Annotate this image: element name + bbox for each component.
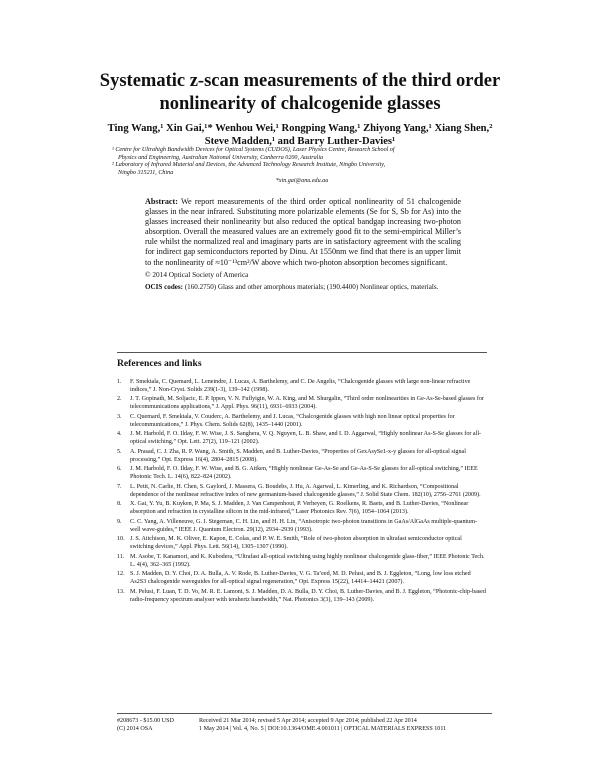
reference-number: 4. [117, 431, 122, 438]
corresponding-email[interactable]: *xin.gai@anu.edu.au [275, 177, 329, 184]
reference-number: 2. [117, 396, 122, 403]
reference-item [117, 484, 487, 500]
reference-text: S. J. Madden, D. Y. Choi, D. A. Bulla, A. V. Rode, B. Luther-Davies, V. G. Ta’eed, M. D. Pelusi, and B. J. Eggleton, “Long, low loss etched As2S3 chalcogenide waveguides for all-optical signal regeneration,” Opt. Express 15(22), 14414–14421 (2007). [130, 571, 471, 586]
footer-row [117, 717, 492, 725]
reference-text: C. Quemard, F. Smektala, V. Couderc, A. Barthelemy, and J. Lucas, “Chalcogenide glasses with high non linear optical properties for telecommunications,” J. Phys. Chem. Solids 62(8), 1435–1440 (2001). [130, 413, 455, 428]
footer-article-id: #208673 - $15.00 USD [117, 718, 174, 724]
reference-text: C. C. Yang, A. Villeneuve, G. I. Stegeman, C. H. Lin, and H. H. Lin, “Anisotropic two-photon transitions in GaAs/AlGaAs multiple-quantum-well wave-guides,” IEEE J. Quantum Electron. 29(12), 2934–2939 (1993). [130, 518, 477, 533]
abstract-block [145, 197, 461, 292]
reference-number: 3. [117, 413, 122, 420]
reference-number: 11. [117, 553, 125, 560]
reference-text: J. T. Gopinath, M. Soljacic, E. P. Ippen, V. N. Fuflyigin, W. A. King, and M. Shurgalin, “Third order nonlinearities in Ge-As-Se-based glasses for telecommunications applications,” J. Appl. Phys. 96(11), 6931–6933 (2004). [130, 396, 485, 411]
reference-item [117, 379, 487, 395]
affiliations [112, 147, 492, 186]
author-list: Ting Wang,¹ Xin Gai,¹* Wenhou Wei,¹ Rongping Wang,¹ Zhiyong Yang,¹ Xiang Shen,² Steve Madden,¹ and Barry Luther-Davies¹ [107, 123, 493, 147]
reference-item [117, 414, 487, 430]
reference-item [117, 589, 487, 605]
footer-journal-info: 1 May 2014 | Vol. 4, No. 5 | DOI:10.1364/OME.4.001011 | OPTICAL MATERIALS EXPRESS 1011 [199, 726, 447, 733]
reference-text: A. Prasad, C. J. Zha, R. P. Wang, A. Smith, S. Madden, and B. Luther-Davies, “Properties of GexAsySe1-x-y glasses for all-optical signal processing,” Opt. Express 16(4), 2804–2815 (2008). [130, 448, 466, 463]
reference-number: 10. [117, 536, 125, 543]
reference-text: M. Asobe, T. Kanamori, and K. Kubodera, “Ultrafast all-optical switching using highly nonlinear chalcogenide glass-fiber,” IEEE Photonic Tech. L. 4(4), 362–365 (1992). [130, 553, 485, 568]
footer-dates: Received 21 Mar 2014; revised 5 Apr 2014; accepted 9 Apr 2014; published 22 Apr 2014 [199, 718, 417, 724]
reference-number: 1. [117, 379, 122, 385]
reference-item [117, 466, 487, 482]
reference-list [117, 379, 487, 606]
copyright-notice: © 2014 Optical Society of America [145, 269, 249, 279]
references-heading: References and links [117, 352, 487, 369]
abstract-label: Abstract: [145, 197, 178, 206]
page-footer [117, 713, 492, 734]
reference-item [117, 571, 487, 587]
ocis-codes [145, 283, 461, 292]
reference-text: F. Smektala, C. Quemard, L. Leneindre, J. Lucas, A. Barthelemy, and C. De Angelis, “Chalcogenide glasses with large non-linear refractive indices,” J. Non-Cryst. Solids 239(1-3), 139–142 (1998). [130, 379, 471, 393]
reference-item [117, 536, 487, 552]
reference-item [117, 501, 487, 517]
reference-text: X. Gai, Y. Yu, B. Kuyken, P. Ma, S. J. Madden, J. Van Campenhout, P. Verheyen, G. Roelkens, R. Baets, and B. Luther-Davies, “Nonlinear absorption and refraction in crystalline silicon in the mid-infrared,” Laser Photonics Rev. 7(6), 1054–1064 (2013). [130, 501, 469, 516]
reference-number: 6. [117, 466, 122, 473]
reference-item [117, 449, 487, 465]
reference-item [117, 431, 487, 447]
reference-text: L. Petit, N. Carlie, H. Chen, S. Gaylord, J. Massera, G. Boudebs, J. Hu, A. Agarwal, L. Kimerling, and K. Richardson, “Compositional dependence of the nonlinear refractive index of new germanium-based chalcogenide glasses,” J. Solid State Chem. 182(10), 2756–2761 (2009). [130, 483, 481, 498]
reference-number: 5. [117, 448, 122, 455]
ocis-text: (160.2750) Glass and other amorphous materials; (190.4400) Nonlinear optics, materials. [183, 282, 439, 291]
reference-number: 7. [117, 483, 122, 490]
reference-text: J. S. Aitchison, M. K. Oliver, E. Kapon, E. Colas, and P. W. E. Smith, “Role of two-photon absorption in ultrafast semiconductor optical switching devices,” Appl. Phys. Lett. 56(14), 1305–1307 (1990). [130, 536, 462, 551]
reference-text: J. M. Harbold, F. O. Ilday, F. W. Wise, J. S. Sanghera, V. Q. Nguyen, L. B. Shaw, and I. D. Aggarwal, “Highly nonlinear As-S-Se glasses for all-optical switching,” Opt. Lett. 27(2), 119–121 (2002). [130, 431, 482, 446]
abstract-body: We report measurements of the third order optical nonlinearity of 51 chalcogenide glasses in the near infrared. Substituting more polarizable elements (Se for S, Sb for As) into the glasses increased their nonlinearity but also reduced the optical bandgap increasing two-photon absorption. Overall the measured values are an extremely good fit to the semi-empirical Miller’s rule whilst the normalized real and imaginary parts are in satisfactory agreement with the scaling for indirect gap semiconductors reported by Dinu. At 1550nm we find that there is an upper limit to the nonlinearity of ≈10⁻¹³cm²/W above which two-photon absorption becomes significant. [145, 197, 461, 267]
affiliation-line: Ningbo 315211, China [118, 170, 174, 177]
footer-row [117, 725, 492, 733]
reference-number: 12. [117, 571, 125, 578]
reference-text: J. M. Harbold, F. O. Ilday, F. W. Wise, and B. G. Aitken, “Highly nonlinear Ge-As-Se and Ge-As-S-Se glasses for all-optical switching,” IEEE Photonic Tech. L. 14(6), 822–824 (2002). [130, 466, 478, 481]
reference-number: 13. [117, 588, 125, 595]
reference-number: 8. [117, 501, 122, 508]
reference-item [117, 396, 487, 412]
reference-item [117, 554, 487, 570]
paper-title: Systematic z-scan measurements of the third order nonlinearity of chalcogenide glasses [99, 71, 501, 114]
abstract-text [145, 197, 461, 268]
affiliation-line: Physics and Engineering, Australian National University, Canberra 0200, Australia [118, 154, 324, 161]
ocis-label: OCIS codes: [145, 282, 184, 291]
reference-number: 9. [117, 518, 122, 525]
reference-text: M. Pelusi, F. Luan, T. D. Vo, M. R. E. Lamont, S. J. Madden, D. A. Bulla, D. Y. Choi, B. Luther-Davies, and B. J. Eggleton, “Photonic-chip-based radio-frequency spectrum analyser with terahertz bandwidth,” Nat. Photonics 3(3), 139–143 (2009). [130, 588, 486, 603]
footer-copyright: (C) 2014 OSA [117, 726, 153, 733]
affiliation-line: ¹ Centre for Ultrahigh Bandwidth Devices for Optical Systems (CUDOS), Laser Physics Centre, Research School of [112, 147, 395, 153]
reference-item [117, 519, 487, 535]
affiliation-line: ² Laboratory of Infrared Material and Devices, the Advanced Technology Research Institute, Ningbo University, [112, 162, 386, 169]
